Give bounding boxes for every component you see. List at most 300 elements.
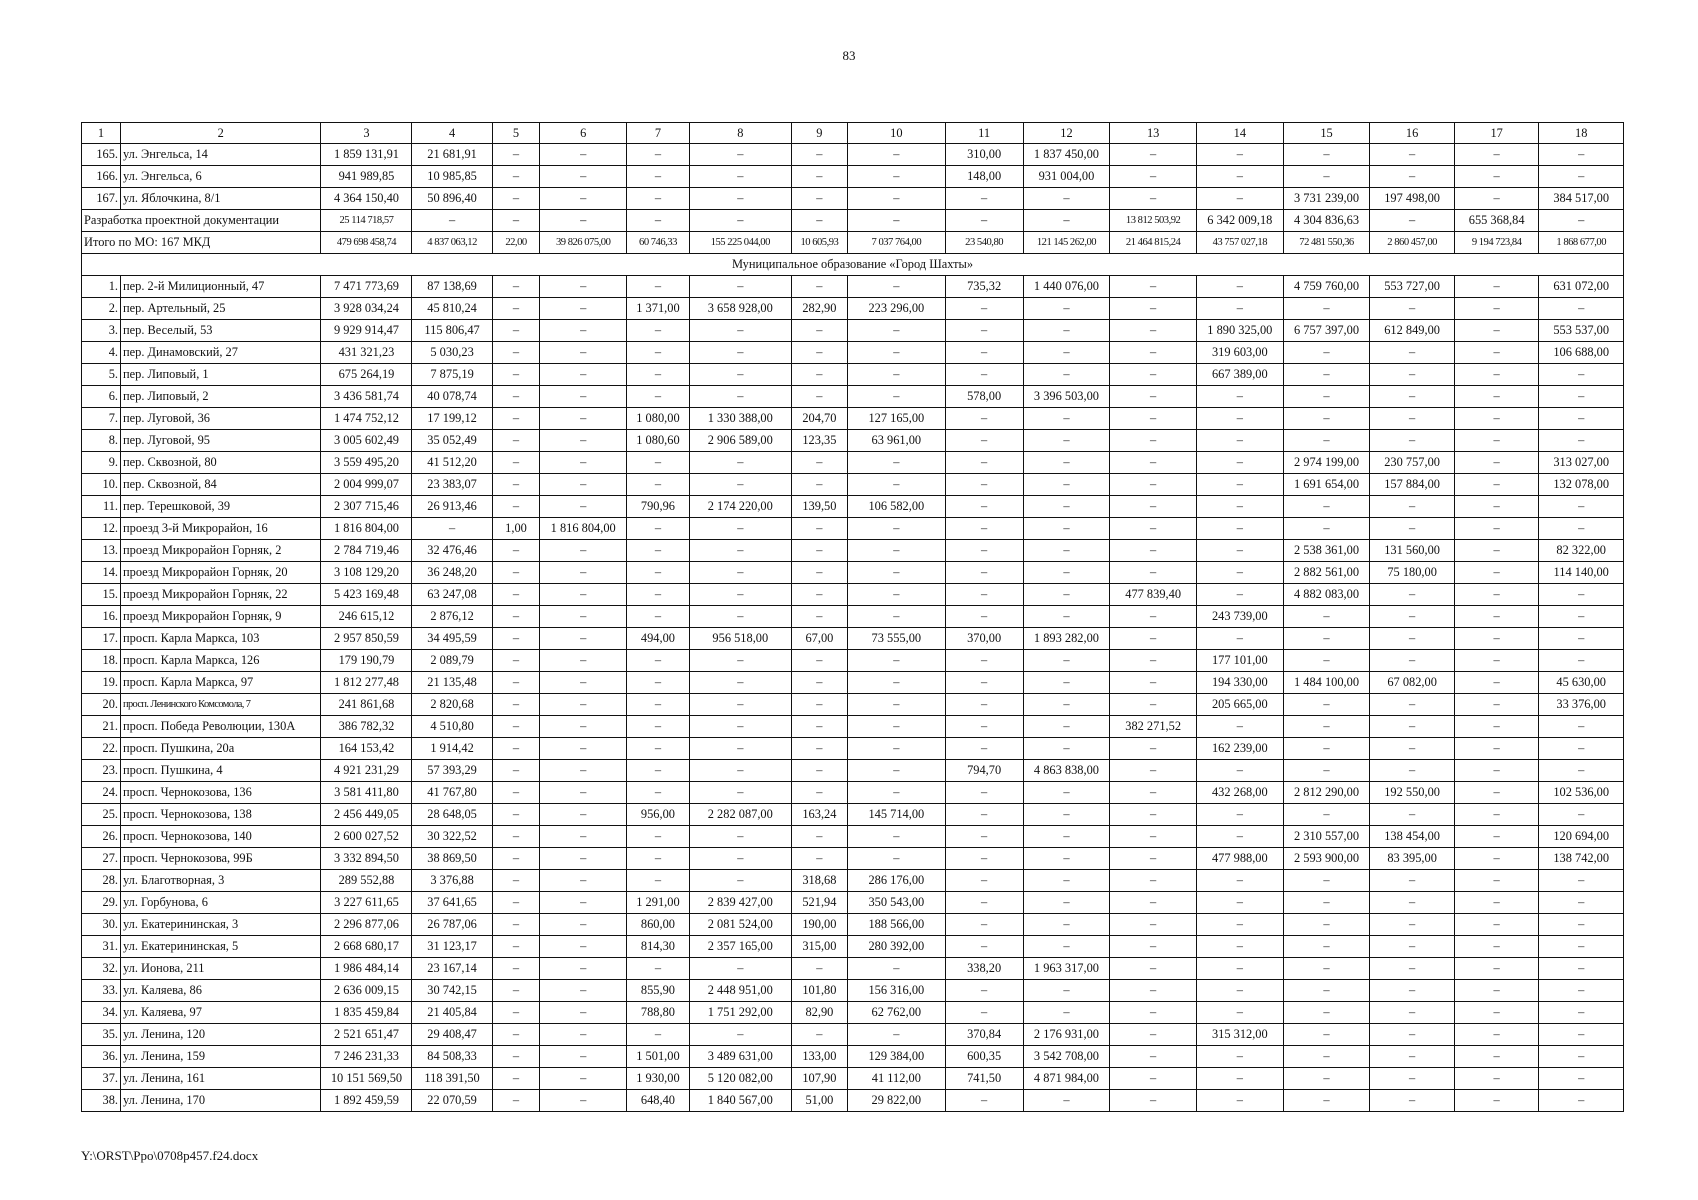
value-cell: 1 835 459,84 <box>321 1002 412 1024</box>
value-cell: – <box>1283 518 1370 540</box>
value-cell: – <box>492 870 540 892</box>
value-cell: – <box>689 848 791 870</box>
value-cell: – <box>1539 738 1624 760</box>
value-cell: – <box>1370 1090 1455 1112</box>
value-cell: 67 082,00 <box>1370 672 1455 694</box>
value-cell: – <box>1196 804 1283 826</box>
value-cell: – <box>689 694 791 716</box>
value-cell: – <box>689 188 791 210</box>
value-cell: – <box>1196 958 1283 980</box>
value-cell: – <box>1454 298 1539 320</box>
row-number: 29. <box>82 892 121 914</box>
value-cell: 2 820,68 <box>412 694 492 716</box>
value-cell: – <box>1370 628 1455 650</box>
value-cell: – <box>1110 672 1197 694</box>
value-cell: – <box>791 958 847 980</box>
address-cell: пер. Сквозной, 84 <box>121 474 321 496</box>
value-cell: – <box>945 452 1023 474</box>
value-cell: 107,90 <box>791 1068 847 1090</box>
value-cell: – <box>627 342 690 364</box>
value-cell: – <box>1023 914 1110 936</box>
value-cell: – <box>848 606 946 628</box>
value-cell: – <box>540 584 627 606</box>
value-cell: 350 543,00 <box>848 892 946 914</box>
value-cell: – <box>627 452 690 474</box>
value-cell: 431 321,23 <box>321 342 412 364</box>
value-cell: 2 081 524,00 <box>689 914 791 936</box>
value-cell: 82,90 <box>791 1002 847 1024</box>
value-cell: 129 384,00 <box>848 1046 946 1068</box>
value-cell: – <box>1454 1046 1539 1068</box>
value-cell: – <box>945 430 1023 452</box>
address-cell: проезд 3-й Микрорайон, 16 <box>121 518 321 540</box>
row-number: 15. <box>82 584 121 606</box>
value-cell: – <box>945 914 1023 936</box>
value-cell: 2 593 900,00 <box>1283 848 1370 870</box>
value-cell: 4 837 063,12 <box>412 232 492 254</box>
value-cell: 3 928 034,24 <box>321 298 412 320</box>
address-cell: пер. Терешковой, 39 <box>121 496 321 518</box>
value-cell: 131 560,00 <box>1370 540 1455 562</box>
value-cell: – <box>492 716 540 738</box>
address-cell: пер. Сквозной, 80 <box>121 452 321 474</box>
row-number: 165. <box>82 144 121 166</box>
value-cell: 860,00 <box>627 914 690 936</box>
row-number: 3. <box>82 320 121 342</box>
value-cell: – <box>1023 892 1110 914</box>
value-cell: – <box>1283 1046 1370 1068</box>
value-cell: – <box>492 144 540 166</box>
value-cell: – <box>848 320 946 342</box>
value-cell: – <box>1196 298 1283 320</box>
value-cell: – <box>492 166 540 188</box>
row-number: 166. <box>82 166 121 188</box>
value-cell: – <box>1370 1002 1455 1024</box>
value-cell: – <box>627 1024 690 1046</box>
value-cell: – <box>945 782 1023 804</box>
value-cell: – <box>1023 1002 1110 1024</box>
value-cell: – <box>1539 1046 1624 1068</box>
value-cell: – <box>848 848 946 870</box>
value-cell: – <box>945 848 1023 870</box>
value-cell: – <box>791 276 847 298</box>
value-cell: – <box>1454 364 1539 386</box>
value-cell: 370,00 <box>945 628 1023 650</box>
row-number: 9. <box>82 452 121 474</box>
value-cell: – <box>492 452 540 474</box>
value-cell: – <box>945 1002 1023 1024</box>
value-cell: 384 517,00 <box>1539 188 1624 210</box>
value-cell: – <box>540 760 627 782</box>
value-cell: 45 810,24 <box>412 298 492 320</box>
value-cell: – <box>848 738 946 760</box>
value-cell: – <box>848 694 946 716</box>
value-cell: 121 145 262,00 <box>1023 232 1110 254</box>
value-cell: 1 837 450,00 <box>1023 144 1110 166</box>
value-cell: – <box>627 474 690 496</box>
value-cell: – <box>1110 408 1197 430</box>
value-cell: 10 151 569,50 <box>321 1068 412 1090</box>
value-cell: 138 454,00 <box>1370 826 1455 848</box>
value-cell: – <box>1370 1068 1455 1090</box>
row-number: 17. <box>82 628 121 650</box>
value-cell: – <box>540 386 627 408</box>
value-cell: 177 101,00 <box>1196 650 1283 672</box>
value-cell: – <box>1370 298 1455 320</box>
value-cell: 1 840 567,00 <box>689 1090 791 1112</box>
value-cell: – <box>1110 826 1197 848</box>
page-number: 83 <box>842 48 856 63</box>
value-cell: – <box>1454 144 1539 166</box>
value-cell: – <box>791 584 847 606</box>
value-cell: – <box>1023 430 1110 452</box>
value-cell: 1 859 131,91 <box>321 144 412 166</box>
address-cell: ул. Яблочкина, 8/1 <box>121 188 321 210</box>
value-cell: – <box>945 870 1023 892</box>
value-cell: – <box>492 408 540 430</box>
value-cell: – <box>945 562 1023 584</box>
value-cell: – <box>492 782 540 804</box>
value-cell: – <box>1283 1002 1370 1024</box>
value-cell: – <box>945 408 1023 430</box>
value-cell: – <box>1110 276 1197 298</box>
table-row <box>82 474 1624 496</box>
address-cell: ул. Благотворная, 3 <box>121 870 321 892</box>
value-cell: 521,94 <box>791 892 847 914</box>
value-cell: – <box>627 386 690 408</box>
value-cell: – <box>848 166 946 188</box>
value-cell: 157 884,00 <box>1370 474 1455 496</box>
value-cell: – <box>945 804 1023 826</box>
value-cell: – <box>1454 342 1539 364</box>
value-cell: – <box>1454 452 1539 474</box>
value-cell: 23 383,07 <box>412 474 492 496</box>
value-cell: – <box>492 298 540 320</box>
value-cell: – <box>1539 980 1624 1002</box>
row-number: 12. <box>82 518 121 540</box>
value-cell: – <box>848 1024 946 1046</box>
address-cell: просп. Пушкина, 4 <box>121 760 321 782</box>
value-cell: – <box>689 474 791 496</box>
value-cell: – <box>1196 716 1283 738</box>
value-cell: – <box>1370 738 1455 760</box>
value-cell: 3 559 495,20 <box>321 452 412 474</box>
value-cell: – <box>1370 936 1455 958</box>
row-number: 22. <box>82 738 121 760</box>
value-cell: – <box>1023 298 1110 320</box>
value-cell: – <box>540 694 627 716</box>
value-cell: – <box>627 694 690 716</box>
value-cell: – <box>540 1002 627 1024</box>
value-cell: – <box>627 584 690 606</box>
value-cell: – <box>540 782 627 804</box>
value-cell: – <box>540 276 627 298</box>
value-cell: – <box>1023 364 1110 386</box>
address-cell: пер. Луговой, 95 <box>121 430 321 452</box>
value-cell: – <box>1370 144 1455 166</box>
value-cell: – <box>627 826 690 848</box>
value-cell: 790,96 <box>627 496 690 518</box>
total-row-label: Итого по МО: 167 МКД <box>82 232 321 254</box>
value-cell: 1 501,00 <box>627 1046 690 1068</box>
value-cell: – <box>689 210 791 232</box>
row-number: 10. <box>82 474 121 496</box>
row-number: 34. <box>82 1002 121 1024</box>
value-cell: 138 742,00 <box>1539 848 1624 870</box>
value-cell: – <box>848 210 946 232</box>
value-cell: 246 615,12 <box>321 606 412 628</box>
value-cell: – <box>848 364 946 386</box>
column-number: 12 <box>1023 123 1110 144</box>
value-cell: – <box>1110 562 1197 584</box>
value-cell: 6 342 009,18 <box>1196 210 1283 232</box>
value-cell: – <box>1370 606 1455 628</box>
value-cell: – <box>1023 518 1110 540</box>
value-cell: – <box>1196 496 1283 518</box>
value-cell: – <box>1370 386 1455 408</box>
value-cell: – <box>540 980 627 1002</box>
address-cell: проезд Микрорайон Горняк, 22 <box>121 584 321 606</box>
value-cell: 83 395,00 <box>1370 848 1455 870</box>
value-cell: 155 225 044,00 <box>689 232 791 254</box>
value-cell: 102 536,00 <box>1539 782 1624 804</box>
value-cell: – <box>945 716 1023 738</box>
row-number: 4. <box>82 342 121 364</box>
row-number: 13. <box>82 540 121 562</box>
value-cell: 289 552,88 <box>321 870 412 892</box>
address-cell: ул. Екатерининская, 3 <box>121 914 321 936</box>
value-cell: – <box>1196 408 1283 430</box>
value-cell: 1 330 388,00 <box>689 408 791 430</box>
value-cell: 62 762,00 <box>848 1002 946 1024</box>
column-number: 17 <box>1454 123 1539 144</box>
value-cell: – <box>1539 364 1624 386</box>
value-cell: – <box>492 848 540 870</box>
value-cell: – <box>848 386 946 408</box>
value-cell: – <box>540 628 627 650</box>
value-cell: – <box>1283 958 1370 980</box>
value-cell: – <box>1023 562 1110 584</box>
value-cell: 2 882 561,00 <box>1283 562 1370 584</box>
value-cell: 123,35 <box>791 430 847 452</box>
value-cell: – <box>540 958 627 980</box>
value-cell: – <box>1370 342 1455 364</box>
value-cell: – <box>1023 936 1110 958</box>
value-cell: – <box>1370 210 1455 232</box>
value-cell: 10 985,85 <box>412 166 492 188</box>
value-cell: 25 114 718,57 <box>321 210 412 232</box>
value-cell: – <box>1539 430 1624 452</box>
address-cell: пер. Артельный, 25 <box>121 298 321 320</box>
value-cell: – <box>540 848 627 870</box>
value-cell: – <box>540 738 627 760</box>
value-cell: 1 080,60 <box>627 430 690 452</box>
value-cell: – <box>1110 1090 1197 1112</box>
value-cell: – <box>945 826 1023 848</box>
column-number: 8 <box>689 123 791 144</box>
value-cell: – <box>540 914 627 936</box>
value-cell: 2 089,79 <box>412 650 492 672</box>
value-cell: 280 392,00 <box>848 936 946 958</box>
value-cell: – <box>1539 408 1624 430</box>
value-cell: – <box>1023 496 1110 518</box>
value-cell: – <box>791 518 847 540</box>
table-row <box>82 540 1624 562</box>
value-cell: – <box>1196 980 1283 1002</box>
value-cell: – <box>627 144 690 166</box>
address-cell: просп. Чернокозова, 99Б <box>121 848 321 870</box>
value-cell: – <box>1454 496 1539 518</box>
table-row <box>82 716 1624 738</box>
value-cell: – <box>791 540 847 562</box>
value-cell: 2 906 589,00 <box>689 430 791 452</box>
value-cell: – <box>492 914 540 936</box>
value-cell: 1 963 317,00 <box>1023 958 1110 980</box>
table-row <box>82 958 1624 980</box>
value-cell: – <box>1539 496 1624 518</box>
value-cell: – <box>492 672 540 694</box>
value-cell: – <box>1539 1024 1624 1046</box>
value-cell: – <box>492 1046 540 1068</box>
row-number: 31. <box>82 936 121 958</box>
value-cell: – <box>1283 408 1370 430</box>
value-cell: – <box>1110 606 1197 628</box>
value-cell: – <box>848 144 946 166</box>
value-cell: – <box>540 452 627 474</box>
value-cell: – <box>1023 188 1110 210</box>
value-cell: 1 892 459,59 <box>321 1090 412 1112</box>
value-cell: – <box>689 958 791 980</box>
value-cell: – <box>1110 386 1197 408</box>
value-cell: 205 665,00 <box>1196 694 1283 716</box>
value-cell: – <box>1283 914 1370 936</box>
column-number: 11 <box>945 123 1023 144</box>
value-cell: – <box>1539 892 1624 914</box>
value-cell: 51,00 <box>791 1090 847 1112</box>
value-cell: – <box>627 540 690 562</box>
value-cell: – <box>791 474 847 496</box>
address-cell: просп. Ленинского Комсомола, 7 <box>121 694 321 716</box>
value-cell: – <box>492 650 540 672</box>
value-cell: 17 199,12 <box>412 408 492 430</box>
address-cell: просп. Карла Маркса, 103 <box>121 628 321 650</box>
address-cell: просп. Чернокозова, 136 <box>121 782 321 804</box>
address-cell: ул. Каляева, 86 <box>121 980 321 1002</box>
value-cell: – <box>1023 584 1110 606</box>
value-cell: 87 138,69 <box>412 276 492 298</box>
value-cell: – <box>1454 320 1539 342</box>
value-cell: 9 929 914,47 <box>321 320 412 342</box>
value-cell: – <box>848 518 946 540</box>
value-cell: – <box>1283 892 1370 914</box>
address-cell: ул. Ленина, 161 <box>121 1068 321 1090</box>
value-cell: – <box>1370 694 1455 716</box>
column-number: 16 <box>1370 123 1455 144</box>
table-row <box>82 694 1624 716</box>
value-cell: – <box>945 672 1023 694</box>
value-cell: – <box>492 584 540 606</box>
value-cell: – <box>1539 210 1624 232</box>
value-cell: 788,80 <box>627 1002 690 1024</box>
value-cell: – <box>791 210 847 232</box>
value-cell: 282,90 <box>791 298 847 320</box>
value-cell: – <box>627 760 690 782</box>
value-cell: 2 310 557,00 <box>1283 826 1370 848</box>
value-cell: – <box>492 1090 540 1112</box>
value-cell: 2 636 009,15 <box>321 980 412 1002</box>
value-cell: – <box>540 474 627 496</box>
value-cell: – <box>945 606 1023 628</box>
value-cell: 814,30 <box>627 936 690 958</box>
value-cell: – <box>1283 760 1370 782</box>
value-cell: – <box>945 936 1023 958</box>
value-cell: – <box>492 320 540 342</box>
value-cell: 145 714,00 <box>848 804 946 826</box>
value-cell: 41 112,00 <box>848 1068 946 1090</box>
value-cell: – <box>1023 606 1110 628</box>
value-cell: – <box>492 364 540 386</box>
row-number: 11. <box>82 496 121 518</box>
value-cell: 63 247,08 <box>412 584 492 606</box>
value-cell: – <box>1454 782 1539 804</box>
address-cell: проезд Микрорайон Горняк, 2 <box>121 540 321 562</box>
value-cell: 1 812 277,48 <box>321 672 412 694</box>
value-cell: – <box>1539 914 1624 936</box>
value-cell: – <box>1283 870 1370 892</box>
value-cell: – <box>1539 584 1624 606</box>
value-cell: – <box>1196 936 1283 958</box>
value-cell: – <box>791 342 847 364</box>
value-cell: – <box>1023 210 1110 232</box>
row-number: 30. <box>82 914 121 936</box>
value-cell: – <box>1110 518 1197 540</box>
column-number-row <box>82 123 1624 144</box>
value-cell: – <box>1370 716 1455 738</box>
table-row <box>82 672 1624 694</box>
value-cell: – <box>1023 804 1110 826</box>
value-cell: 139,50 <box>791 496 847 518</box>
row-number: 21. <box>82 716 121 738</box>
value-cell: – <box>848 760 946 782</box>
value-cell: 26 787,06 <box>412 914 492 936</box>
value-cell: 7 875,19 <box>412 364 492 386</box>
value-cell: 4 921 231,29 <box>321 760 412 782</box>
value-cell: – <box>1454 848 1539 870</box>
table-row <box>82 980 1624 1002</box>
value-cell: – <box>689 320 791 342</box>
value-cell: 39 826 075,00 <box>540 232 627 254</box>
value-cell: 4 759 760,00 <box>1283 276 1370 298</box>
value-cell: 230 757,00 <box>1370 452 1455 474</box>
value-cell: – <box>540 364 627 386</box>
value-cell: – <box>540 936 627 958</box>
value-cell: – <box>1454 716 1539 738</box>
value-cell: – <box>1454 1068 1539 1090</box>
value-cell: 133,00 <box>791 1046 847 1068</box>
value-cell: – <box>627 870 690 892</box>
value-cell: 941 989,85 <box>321 166 412 188</box>
value-cell: – <box>848 342 946 364</box>
value-cell: – <box>1283 738 1370 760</box>
value-cell: – <box>1454 518 1539 540</box>
value-cell: – <box>791 782 847 804</box>
value-cell: – <box>1370 430 1455 452</box>
table-row <box>82 738 1624 760</box>
value-cell: 38 869,50 <box>412 848 492 870</box>
value-cell: – <box>689 826 791 848</box>
address-cell: ул. Ленина, 170 <box>121 1090 321 1112</box>
address-cell: проезд Микрорайон Горняк, 9 <box>121 606 321 628</box>
